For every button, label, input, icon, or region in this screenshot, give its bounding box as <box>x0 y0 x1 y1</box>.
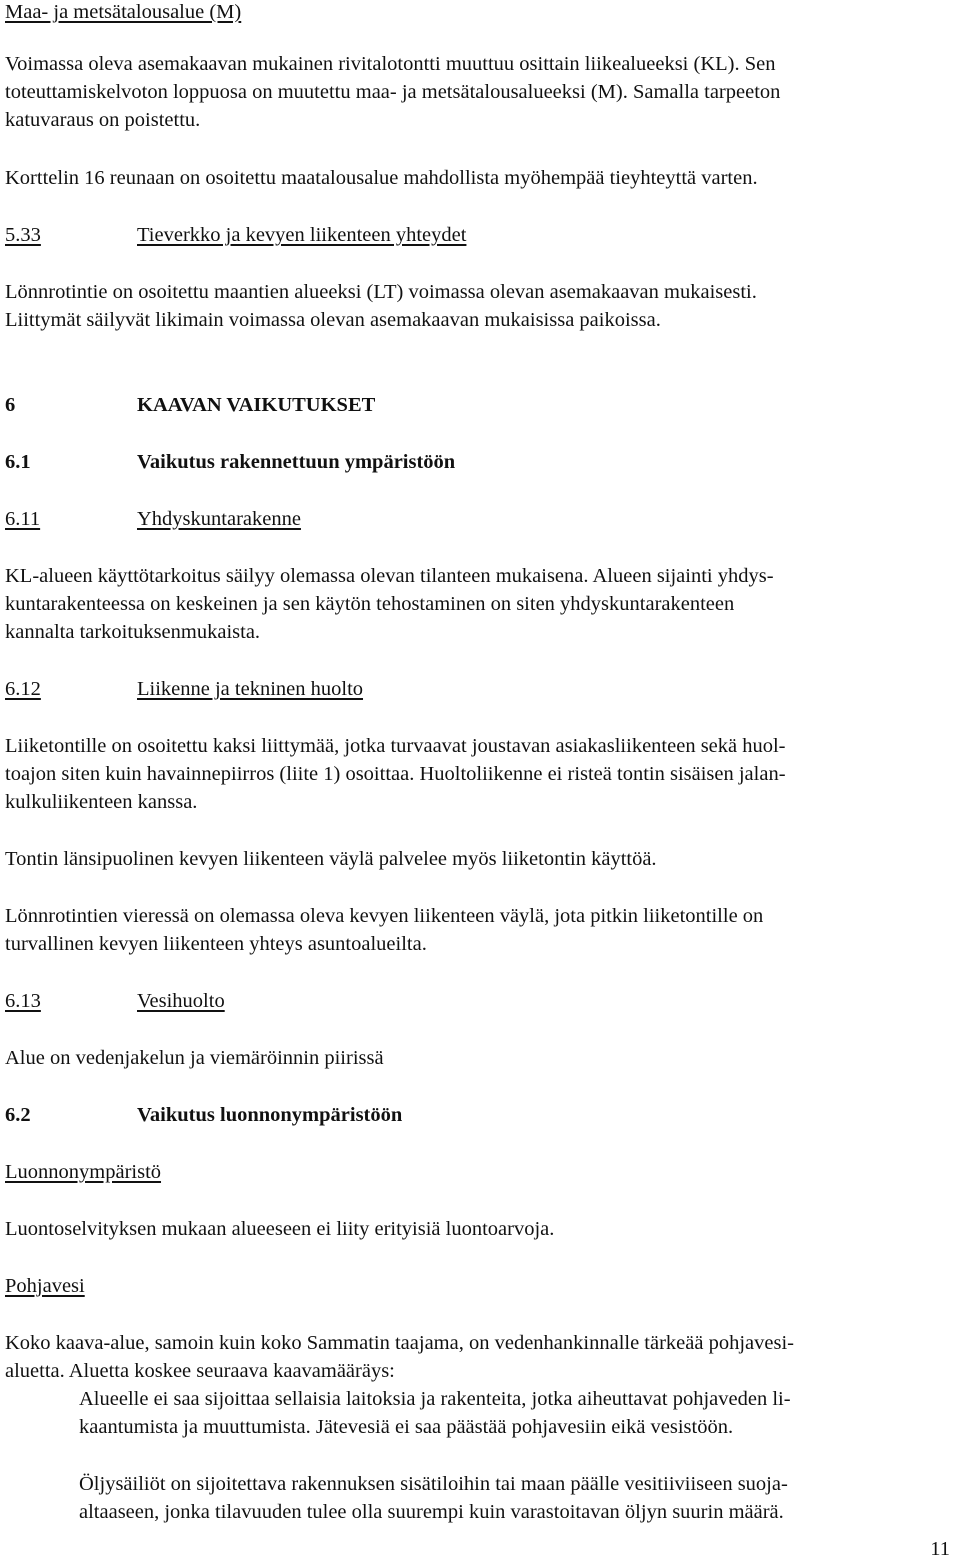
page-number: 11 <box>930 1538 950 1560</box>
text-line: katuvaraus on poistettu. <box>5 109 201 131</box>
text-line: kannalta tarkoituksenmukaista. <box>5 621 261 643</box>
heading-5-33 <box>5 223 466 247</box>
text-line: kulkuliikenteen kanssa. <box>5 791 198 813</box>
text-line: toajon siten kuin havainnepiirros (liite 1) osoittaa. Huoltoliikenne ei risteä tontin sisäisen jalan- <box>5 763 786 785</box>
heading-6-13 <box>5 989 225 1013</box>
section-subheading: Luonnonympäristö <box>5 1161 162 1183</box>
text-line: Liittymät säilyvät likimain voimassa olevan asemakaavan mukaisissa paikoissa. <box>5 309 661 331</box>
quote-line: Alueelle ei saa sijoittaa sellaisia laitoksia ja rakenteita, jotka aiheuttavat pohjaveden li- <box>79 1388 791 1410</box>
heading-number: 6.11 <box>5 508 41 530</box>
heading-title: Tieverkko ja kevyen liikenteen yhteydet <box>137 224 467 246</box>
quote-line: Öljysäiliöt on sijoitettava rakennuksen sisätiloihin tai maan päälle vesitiiviiseen suoja- <box>79 1473 788 1495</box>
heading-title: Yhdyskuntarakenne <box>137 508 301 530</box>
text-line: Koko kaava-alue, samoin kuin koko Sammatin taajama, on vedenhankinnalle tärkeää pohjavesi- <box>5 1332 794 1354</box>
heading-number: 6.1 <box>5 451 31 473</box>
text-line: Lönnrotintien vieressä on olemassa oleva kevyen liikenteen väylä, jota pitkin liiketontille on <box>5 905 764 927</box>
heading-number: 6 <box>5 394 16 416</box>
text-line: aluetta. Aluetta koskee seuraava kaavamääräys: <box>5 1360 395 1382</box>
heading-number: 6.13 <box>5 990 41 1012</box>
heading-6-2 <box>5 1103 402 1127</box>
heading-title: KAAVAN VAIKUTUKSET <box>137 394 376 416</box>
section-subheading: Pohjavesi <box>5 1275 85 1297</box>
heading-title: Vesihuolto <box>137 990 225 1012</box>
text-line: kuntarakenteessa on keskeinen ja sen käytön tehostaminen on siten yhdyskuntarakenteen <box>5 593 735 615</box>
text-line: Korttelin 16 reunaan on osoitettu maatalousalue mahdollista myöhempää tieyhteyttä varten. <box>5 167 758 189</box>
quote-line: altaaseen, jonka tilavuuden tulee olla suurempi kuin varastoitavan öljyn suurin määrä. <box>79 1501 784 1523</box>
text-line: KL-alueen käyttötarkoitus säilyy olemassa olevan tilanteen mukaisena. Alueen sijainti yhdys- <box>5 565 774 587</box>
heading-6-11 <box>5 507 301 531</box>
heading-title: Liikenne ja tekninen huolto <box>137 678 364 700</box>
heading-6-1 <box>5 450 455 474</box>
text-line: Alue on vedenjakelun ja viemäröinnin piirissä <box>5 1047 384 1069</box>
heading-number: 6.2 <box>5 1104 31 1126</box>
text-line: Luontoselvityksen mukaan alueeseen ei liity erityisiä luontoarvoja. <box>5 1218 555 1240</box>
heading-number: 5.33 <box>5 224 41 246</box>
quote-line: kaantumista ja muuttumista. Jätevesiä ei saa päästää pohjavesiin eikä vesistöön. <box>79 1416 734 1438</box>
heading-title: Vaikutus luonnonympäristöön <box>137 1104 403 1126</box>
heading-6-12 <box>5 677 363 701</box>
text-line: Voimassa oleva asemakaavan mukainen rivitalotontti muuttuu osittain liikealueeksi (KL). Sen <box>5 53 776 75</box>
text-line: Lönnrotintie on osoitettu maantien alueeksi (LT) voimassa olevan asemakaavan mukaisesti. <box>5 281 757 303</box>
text-line: toteuttamiskelvoton loppuosa on muutettu maa- ja metsätalousalueeksi (M). Samalla tarpeeton <box>5 81 781 103</box>
heading-title: Vaikutus rakennettuun ympäristöön <box>137 451 456 473</box>
section-subheading: Maa- ja metsätalousalue (M) <box>5 1 242 23</box>
text-line: Tontin länsipuolinen kevyen liikenteen väylä palvelee myös liiketontin käyttöä. <box>5 848 657 870</box>
heading-number: 6.12 <box>5 678 41 700</box>
text-line: turvallinen kevyen liikenteen yhteys asuntoalueilta. <box>5 933 427 955</box>
heading-6 <box>5 393 375 417</box>
text-line: Liiketontille on osoitettu kaksi liittymää, jotka turvaavat joustavan asiakasliikenteen sekä huol- <box>5 735 786 757</box>
